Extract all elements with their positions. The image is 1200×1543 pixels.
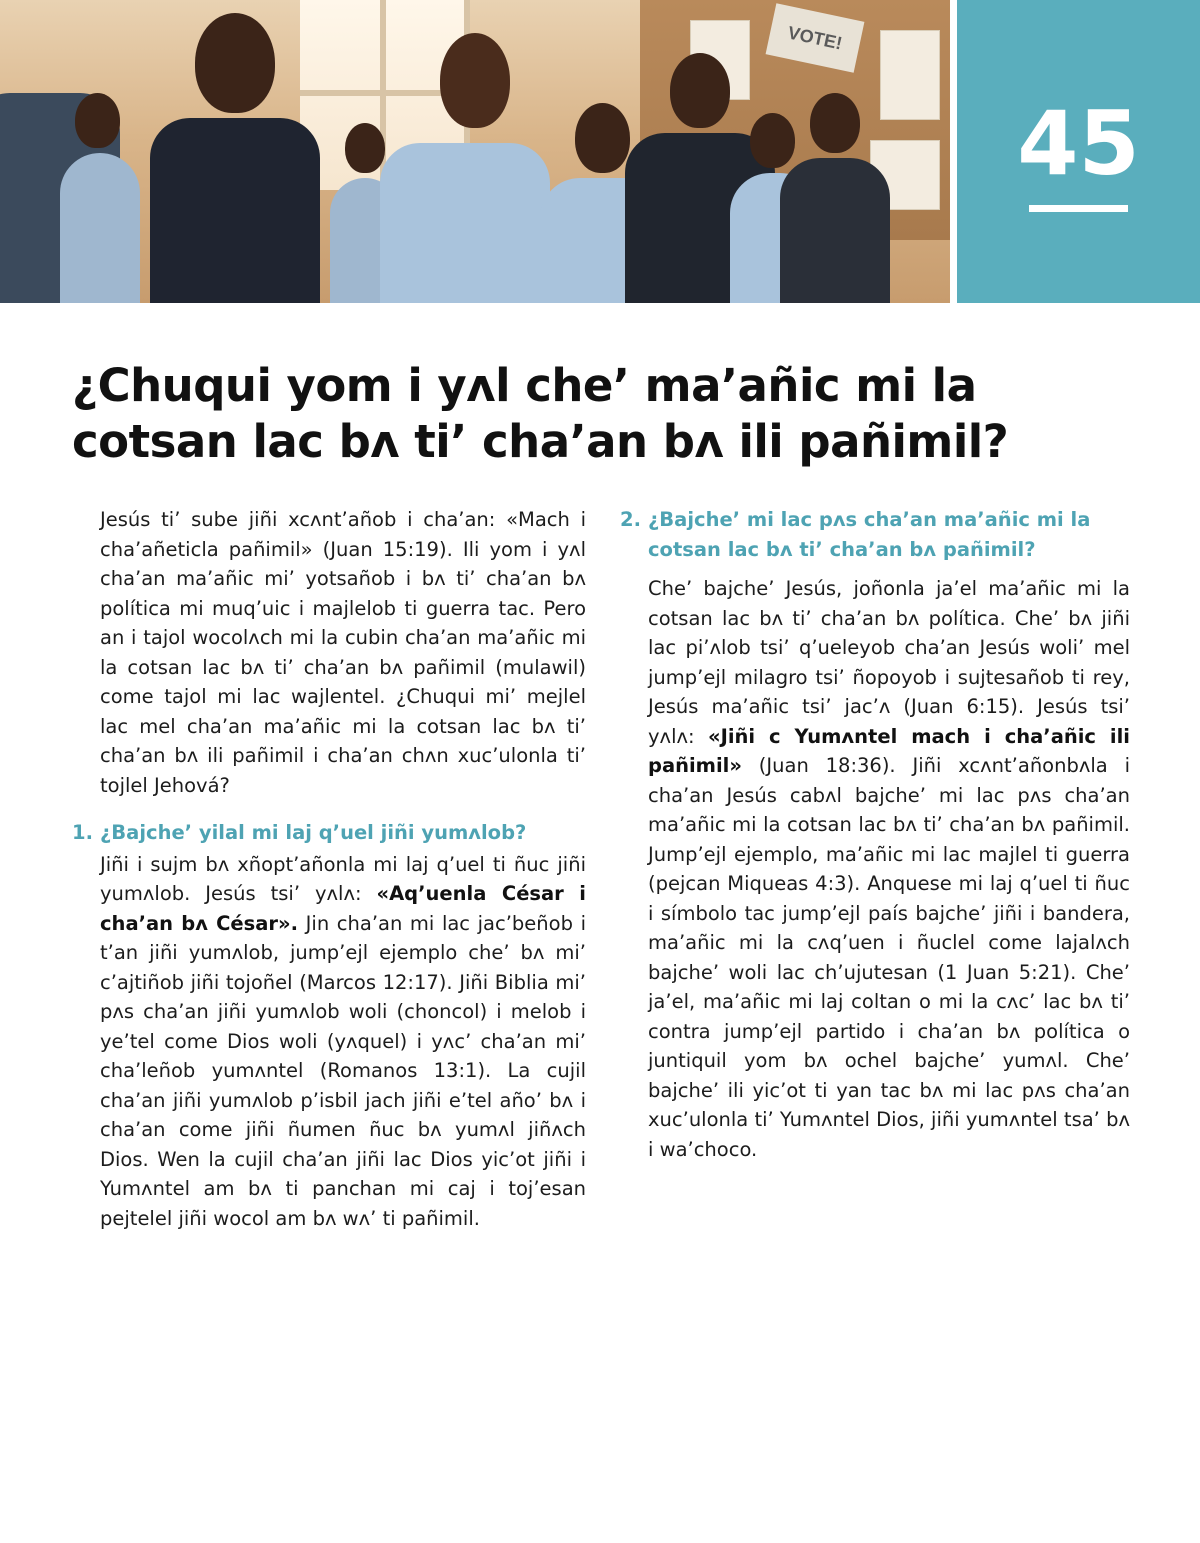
paragraph-text: (Juan 18:36). Jiñi xcʌnt’añonbʌla i cha’an Jesús cabʌl bajche’ mi lac pʌs cha’an ma’añic mi la cotsan lac bʌ ti’ cha’an bʌ pañimil. Jump’ejl ejemplo, ma’añic mi lac majlel ti guerra (pejcan Miqueas 4:3). Anquese mi laj q’uel ti ñuc i símbolo tac jump’ejl país bajche’ jiñi i bandera, ma’añic mi la cʌq’uen i ñuclel come lajalʌch bajche’ woli lac ch’ujutesan (1 Juan 5:21). Che’ ja’el, ma’añic mi laj coltan o mi la cʌc’ lac bʌ ti’ contra jump’ejl partido i cha’an bʌ política o juntiquil yom bʌ ochel bajche’ yumʌl. Che’ bajche’ ili yic’ot ti yan tac bʌ mi lac pʌs cha’an xuc’ulonla ti’ Yumʌntel Dios, jiñi yumʌntel tsa’ bʌ i wa’choco. [648,754,1130,1161]
lesson-number: 45 [1017,92,1140,195]
section-number: 2. [620,508,641,531]
section-heading-text: ¿Bajche’ yilal mi laj q’uel jiñi yumʌlob? [100,821,527,844]
scripture-quote: «Jiñi c Yumʌntel mach i cha’añic ili pañimil» [648,724,1130,777]
vote-sign: VOTE! [766,3,865,73]
paragraph-text: Jin cha’an mi lac jac’beñob i t’an jiñi yumʌlob, jump’ejl ejemplo che’ bʌ mi’ c’ajtiñob jiñi tojoñel (Marcos 12:17). Jiñi Biblia mi’ pʌs cha’an jiñi yumʌlob woli (choncol) i melob i ye’tel come Dios woli (yʌquel) i yʌc’ cha’an mi’ cha’leñob yumʌntel (Romanos 13:1). La cujil cha’an jiñi yumʌlob p’isbil jach jiñi e’tel año’ bʌ i cha’an come jiñi ñumen ñuc bʌ yumʌl jiñʌch Dios. Wen la cujil cha’an jiñi lac Dios yic’ot jiñi i Yumʌntel am bʌ ti panchan mi caj i toj’esan pejtelel jiñi wocol am bʌ wʌ’ ti pañimil. [100,911,586,1230]
scripture-quote: «Aq’uenla César i cha’an bʌ César». [100,882,586,935]
student-figure [780,93,890,303]
section-1-paragraph [72,850,586,1234]
student-figure [60,93,140,303]
paragraph-text: Jiñi i sujm bʌ xñopt’añonla mi laj q’uel ti ñuc jiñi yumʌlob. Jesús tsi’ yʌlʌ: [100,852,586,905]
section-2-paragraph [620,574,1130,1164]
lesson-underline [1029,205,1128,212]
intro-paragraph: Jesús ti’ sube jiñi xcʌnt’añob i cha’an: «Mach i cha’añeticla pañimil» (Juan 15:19). Ili yom i yʌl cha’an ma’añic mi’ yotsañob i bʌ ti’ cha’an bʌ política mi muq’uic i majlelob ti guerra tac. Pero an i tajol wocolʌch mi la cubin cha’an ma’añic mi la cotsan lac bʌ ti’ cha’an bʌ pañimil (mulawil) come tajol mi lac wajlentel. ¿Chuqui mi’ mejlel lac mel cha’an ma’añic mi la cotsan lac bʌ ti’ cha’an bʌ ili pañimil i cha’an chʌn xuc’ulonla ti’ tojlel Jehová? [100,508,586,797]
section-1-heading [72,818,586,848]
student-figure [380,33,550,303]
section-number: 1. [72,821,93,844]
right-column [620,505,1130,1164]
paragraph-text: Che’ bajche’ Jesús, joñonla ja’el ma’añic mi la cotsan lac bʌ ti’ cha’an bʌ política. Che’ bʌ jiñi lac pi’ʌlob tsi’ q’ueleyob cha’an Jesús woli’ mel jump’ejl milagro tsi’ ñopoyob i sujtesañob ti rey, Jesús ma’añic tsi’ jac’ʌ (Juan 6:15). Jesús tsi’ yʌlʌ: [648,577,1130,748]
section-2-heading [620,505,1130,564]
lesson-tab [957,0,1200,303]
left-column [72,505,586,1233]
section-heading-text: ¿Bajche’ mi lac pʌs cha’an ma’añic mi la cotsan lac bʌ ti’ cha’an bʌ pañimil? [648,508,1091,561]
hero-photo [0,0,950,303]
page-title: ¿Chuqui yom i yʌl che’ ma’añic mi la cotsan lac bʌ ti’ cha’an bʌ ili pañimil? [72,359,1009,468]
student-figure [150,13,320,303]
